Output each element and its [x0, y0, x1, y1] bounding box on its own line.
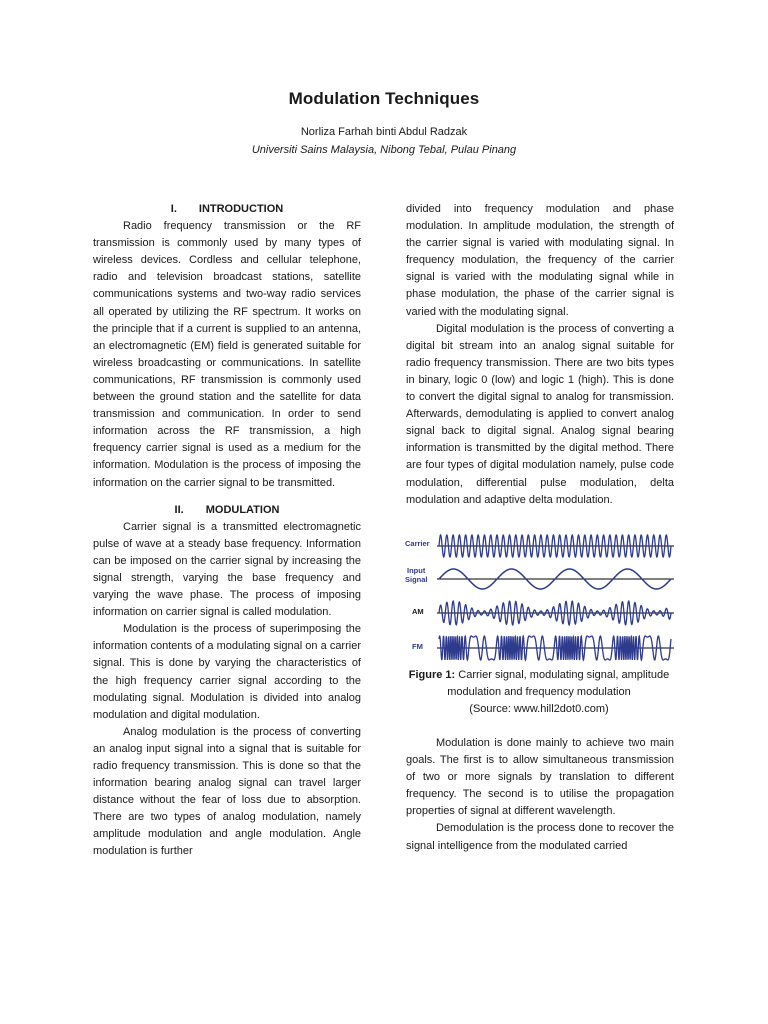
section-number: II.	[174, 503, 184, 516]
figure-caption	[403, 667, 675, 718]
label-carrier: Carrier	[405, 538, 430, 548]
label-am: AM	[412, 606, 424, 616]
am-wave	[439, 601, 671, 625]
modulation-paragraph-3: Analog modulation is the process of converting an analog input signal into a signal that is suitable for radio frequency transmission. This is done so that the information bearing analog signal can travel larger distance without the fear of loss due to absorption. There are two types of analog modulation, namely amplitude modulation and angle modulation. Angle modulation is further	[93, 725, 361, 858]
author-affiliation: Universiti Sains Malaysia, Nibong Tebal, Pulau Pinang	[251, 144, 517, 156]
demodulation-paragraph: Demodulation is the process done to recover the signal intelligence from the modulated carried	[406, 822, 674, 852]
intro-paragraph: Radio frequency transmission or the RF transmission is commonly used by many types of wireless devices. Cordless and cellular telephone, radio and television broadcast stations, satellite communications systems and two-way radio services all operated by utilizing the RF spectrum. It works on the principle that if a current is supplied to an antenna, an electromagnetic (EM) field is generated suitable for wireless broadcasting or communications. In satellite communications, RF transmission is commonly used between the ground station and the satellite for data transmission and communication. In order to send information across the RF transmission, a high frequency carrier signal is used as a medium for the information. Modulation is the process of imposing the information on the carrier signal to be transmitted.	[93, 220, 361, 489]
section-title: MODULATION	[205, 503, 280, 516]
paper-title: Modulation Techniques	[288, 89, 480, 108]
label-input: Input	[407, 565, 426, 575]
digital-modulation-paragraph: Digital modulation is the process of converting a digital bit stream into an analog signal suitable for radio frequency transmission. There are two bits types in binary, logic 0 (low) and logic 1 (high). This is done to convert the digital signal to analog for transmission. Afterwards, demodulating is applied to convert analog signal back to digital signal. Analog signal bearing information is transmitted by the digital method. There are four types of digital modulation namely, pulse code modulation, differential pulse modulation, delta modulation and adaptive delta modulation.	[406, 322, 674, 506]
figure-caption-text: Carrier signal, modulating signal, amplitude modulation and frequency modulation	[447, 668, 670, 698]
modulation-waveforms-figure	[403, 527, 675, 665]
modulation-goals-paragraph: Modulation is done mainly to achieve two main goals. The first is to allow simultaneous transmission of two or more signals by translation to different frequency. The second is to utilise the propagation properties of signal at different wavelength.	[406, 736, 674, 818]
modulation-paragraph-1: Carrier signal is a transmitted electromagnetic pulse of wave at a steady base frequency. Information can be imposed on the carrier signal by increasing the signal strength, varying the base frequency and varying the wave phase. The process of imposing information on carrier signal is called modulation.	[93, 520, 361, 619]
section-heading-introduction	[93, 201, 361, 218]
modulation-paragraph-2: Modulation is the process of superimposing the information contents of a modulating signal on a carrier signal. This is done by varying the characteristics of the high frequency carrier signal according to the modulating signal. Modulation is divided into analog modulation and digital modulation.	[93, 623, 361, 721]
label-signal: Signal	[405, 574, 428, 584]
figure-caption-source: (Source: www.hill2dot0.com)	[469, 702, 609, 715]
label-fm: FM	[412, 641, 423, 651]
section-number: I.	[170, 203, 177, 215]
section-heading-modulation	[93, 502, 361, 519]
carrier-wave	[439, 535, 671, 557]
author-name: Norliza Farhah binti Abdul Radzak	[300, 126, 468, 138]
section-title: INTRODUCTION	[198, 203, 284, 215]
modulation-paragraph-3-continued: divided into frequency modulation and phase modulation. In amplitude modulation, the strength of the carrier signal is varied with modulating signal. In frequency modulation, the frequency of the carrier signal is varied with the modulating signal while in phase modulation, the phase of the carrier signal is varied with the modulating signal.	[406, 203, 674, 318]
right-column	[406, 201, 674, 855]
figure-caption-label: Figure 1:	[408, 668, 456, 681]
figure-1	[403, 527, 675, 718]
left-column	[93, 201, 361, 861]
